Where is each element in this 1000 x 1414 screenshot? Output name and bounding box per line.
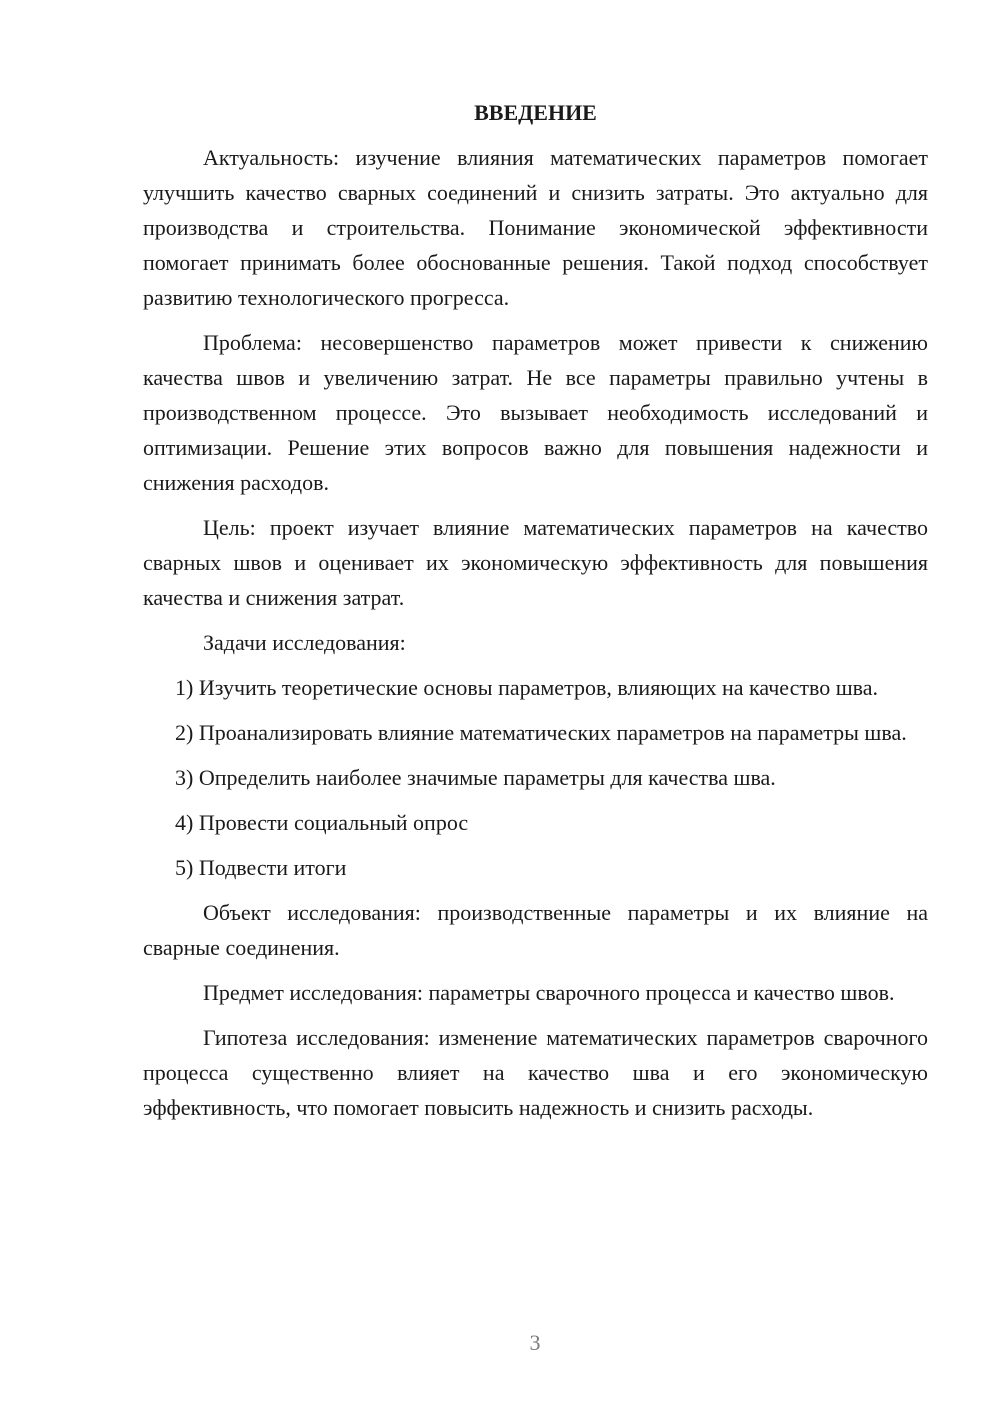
task-item: 4) Провести социальный опрос <box>175 810 469 835</box>
page-number: 3 <box>529 1330 541 1355</box>
task-item: 5) Подвести итоги <box>175 855 347 880</box>
relevance-paragraph: Актуальность: изучение влияния математических параметров помогает улучшить качество сварных соединений и снизить затраты. Это актуально для производства и строительства. Понимание экономической эффективности помогает принимать более обоснованные решения. Такой подход способствует развитию технологического прогресса. <box>143 145 928 310</box>
task-item: 1) Изучить теоретические основы параметров, влияющих на качество шва. <box>175 675 879 700</box>
task-item: 2) Проанализировать влияние математических параметров на параметры шва. <box>175 720 907 745</box>
subject-paragraph: Предмет исследования: параметры сварочного процесса и качество швов. <box>203 980 895 1005</box>
tasks-list <box>143 670 928 885</box>
task-item: 3) Определить наиболее значимые параметры для качества шва. <box>175 765 776 790</box>
object-paragraph: Объект исследования: производственные параметры и их влияние на сварные соединения. <box>143 900 928 960</box>
tasks-heading: Задачи исследования: <box>203 630 406 655</box>
hypothesis-paragraph: Гипотеза исследования: изменение математических параметров сварочного процесса существенно влияет на качество шва и его экономическую эффективность, что помогает повысить надежность и снизить расходы. <box>143 1025 928 1120</box>
document-page <box>143 95 928 1135</box>
section-title: ВВЕДЕНИЕ <box>474 100 597 125</box>
goal-paragraph: Цель: проект изучает влияние математических параметров на качество сварных швов и оценивает их экономическую эффективность для повышения качества и снижения затрат. <box>143 515 928 610</box>
problem-paragraph: Проблема: несовершенство параметров может привести к снижению качества швов и увеличению затрат. Не все параметры правильно учтены в производственном процессе. Это вызывает необходимость исследований и оптимизации. Решение этих вопросов важно для повышения надежности и снижения расходов. <box>143 330 928 495</box>
